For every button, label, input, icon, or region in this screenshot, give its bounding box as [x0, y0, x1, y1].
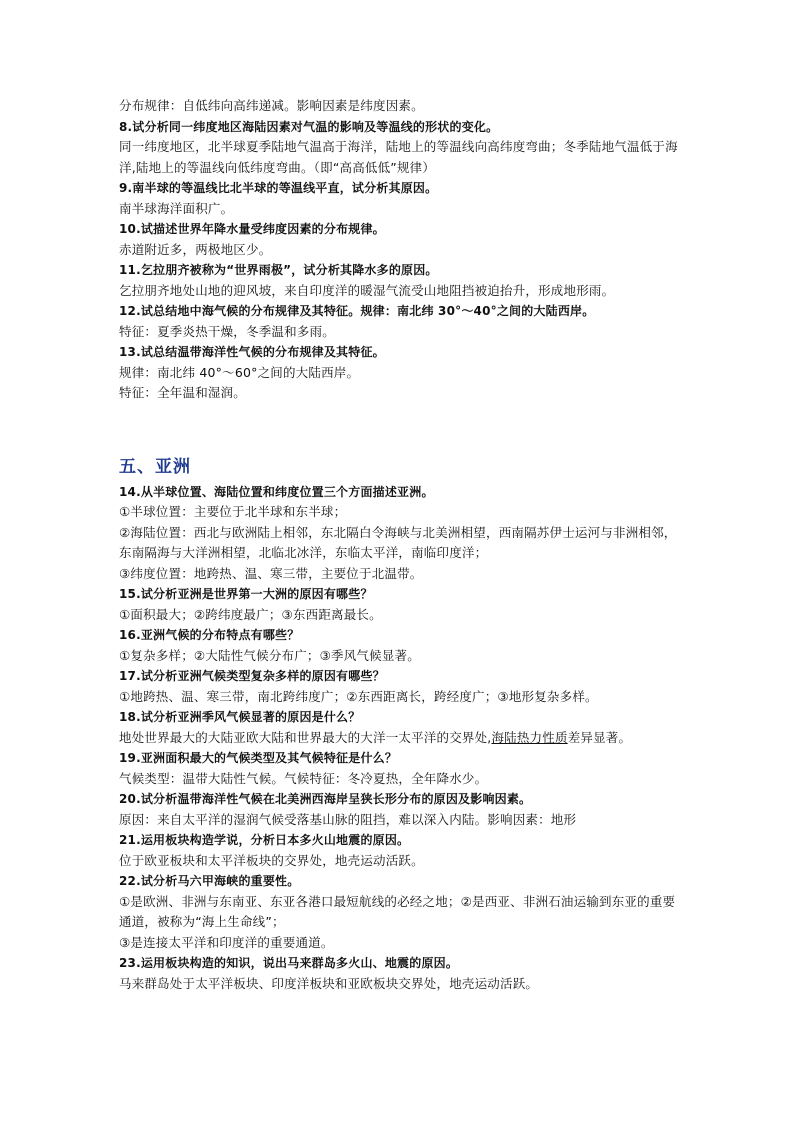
question-line: 23.运用板块构造的知识，说出马来群岛多火山、地震的原因。	[119, 956, 459, 970]
answer-line: ①面积最大；②跨纬度最广；③东西距离最长。	[119, 606, 382, 622]
question-line: 8.试分析同一纬度地区海陆因素对气温的影响及等温线的形状的变化。	[119, 119, 499, 134]
answer-line: ②海陆位置：西北与欧洲陆上相邻，东北隔白令海峡与北美洲相望，西南隔苏伊士运河与非洲相邻，东南隔海与大洋洲相望，北临北冰洋，东临太平洋，南临印度洋；	[119, 524, 677, 560]
question-line: 9.南半球的等温线比北半球的等温线平直，试分析其原因。	[119, 181, 438, 195]
question-line: 13.试总结温带海洋性气候的分布规律及其特征。	[119, 345, 385, 359]
answer-line: 同一纬度地区，北半球夏季陆地气温高于海洋，陆地上的等温线向高纬度弯曲；冬季陆地气温低于海洋,陆地上的等温线向低纬度弯曲。（即“高高低低”规律）	[119, 139, 678, 175]
answer-18-post: 差异显著。	[567, 729, 632, 745]
question-line: 17.试分析亚洲气候类型复杂多样的原因有哪些？	[119, 669, 385, 683]
text-block-asia	[119, 482, 679, 728]
question-line: 16.亚洲气候的分布特点有哪些？	[119, 628, 300, 642]
answer-line: ③是连接太平洋和印度洋的重要通道。	[119, 934, 334, 950]
answer-line: 马来群岛处于太平洋板块、印度洋板块和亚欧板块交界处，地壳运动活跃。	[119, 975, 539, 991]
answer-line: ①地跨热、温、寒三带，南北跨纬度广；②东西距离长，跨经度广；③地形复杂多样。	[119, 688, 598, 704]
answer-line: ③纬度位置：地跨热、温、寒三带，主要位于北温带。	[119, 565, 423, 581]
underlined-phrase: 海陆热力性质	[491, 729, 568, 745]
answer-line: ①复杂多样；②大陆性气候分布广；③季风气候显著。	[119, 647, 420, 663]
answer-line: 特征：夏季炎热干燥，冬季温和多雨。	[119, 323, 335, 339]
question-line: 21.运用板块构造学说，分析日本多火山地震的原因。	[119, 833, 410, 847]
answer-line: ①是欧洲、非洲与东南亚、东亚各港口最短航线的必经之地；②是西亚、非洲石油运输到东亚的重要通道，被称为“海上生命线”；	[119, 893, 676, 929]
text-block-climate	[119, 96, 679, 404]
answer-line: 南半球海洋面积广。	[119, 200, 234, 216]
section-gap	[119, 404, 679, 452]
text-block-asia-continued	[119, 748, 679, 994]
answer-line: 赤道附近多，两极地区少。	[119, 241, 272, 257]
answer-line: 气候类型：温带大陆性气候。气候特征：冬冷夏热，全年降水少。	[119, 770, 488, 786]
answer-line-18	[119, 728, 679, 749]
question-line: 12.试总结地中海气候的分布规律及其特征。规律：南北纬 30°～40°之间的大陆西岸。	[119, 304, 595, 318]
question-line: 11.乞拉朋齐被称为“世界雨极”，试分析其降水多的原因。	[119, 263, 438, 277]
section-heading: 五、亚洲	[119, 456, 191, 477]
question-line: 18.试分析亚洲季风气候显著的原因是什么？	[119, 710, 361, 724]
answer-line: ①半球位置：主要位于北半球和东半球；	[119, 504, 347, 519]
answer-line: 分布规律：自低纬向高纬递减。影响因素是纬度因素。	[119, 98, 424, 113]
question-line: 19.亚洲面积最大的气候类型及其气候特征是什么？	[119, 751, 398, 765]
question-line: 10.试描述世界年降水量受纬度因素的分布规律。	[119, 222, 385, 236]
answer-line: 特征：全年温和湿润。	[119, 385, 247, 400]
answer-line: 乞拉朋齐地处山地的迎风坡，来自印度洋的暖湿气流受山地阻挡被迫抬升，形成地形雨。	[119, 282, 615, 298]
document-page	[119, 96, 679, 994]
question-line: 14.从半球位置、海陆位置和纬度位置三个方面描述亚洲。	[119, 484, 434, 499]
answer-line: 位于欧亚板块和太平洋板块的交界处，地壳运动活跃。	[119, 852, 424, 868]
answer-line: 规律：南北纬 40°～60°之间的大陆西岸。	[119, 364, 360, 380]
answer-line: 原因：来自太平洋的湿润气候受落基山脉的阻挡，难以深入内陆。影响因素：地形	[119, 811, 577, 827]
question-line: 15.试分析亚洲是世界第一大洲的原因有哪些？	[119, 587, 373, 601]
question-line: 20.试分析温带海洋性气候在北美洲西海岸呈狭长形分布的原因及影响因素。	[119, 792, 532, 806]
question-line: 22.试分析马六甲海峡的重要性。	[119, 874, 300, 888]
answer-18-pre: 地处世界最大的大陆亚欧大陆和世界最大的大洋一太平洋的交界处,	[119, 729, 492, 745]
